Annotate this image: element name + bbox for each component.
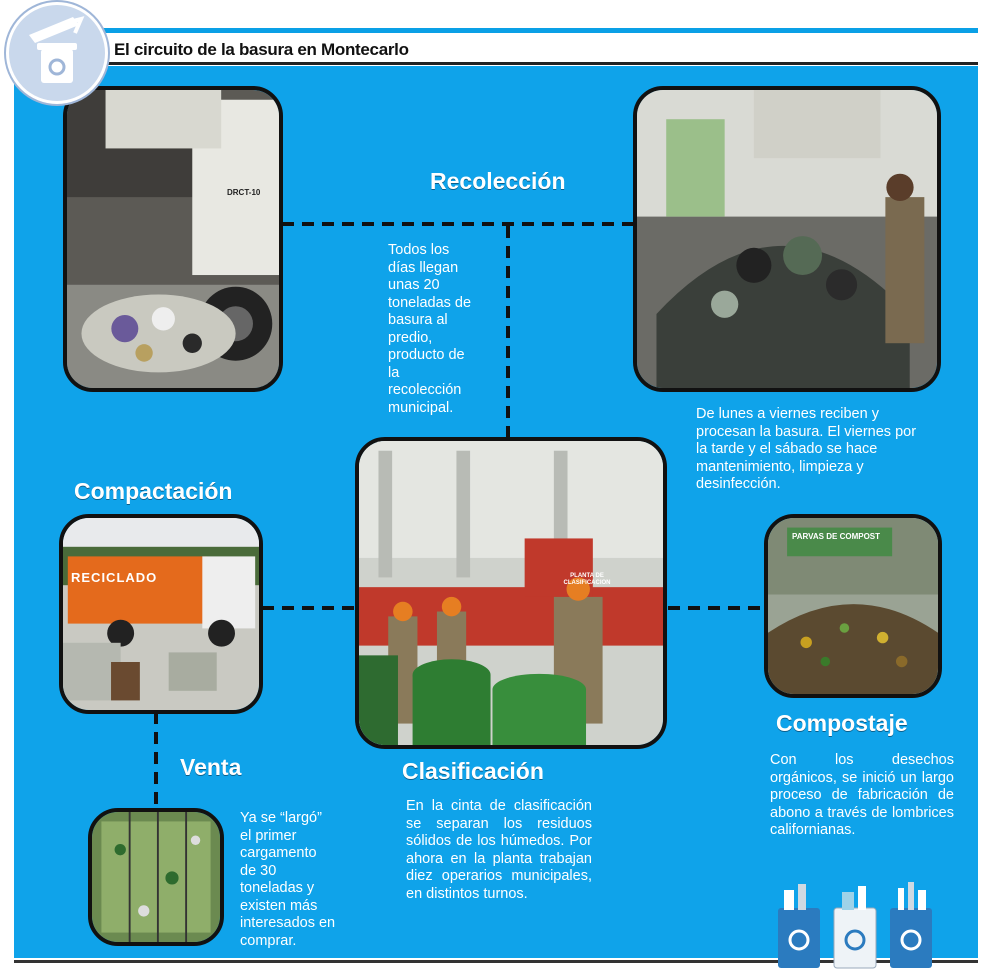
- compactor-truck-label: RECICLADO: [71, 570, 158, 585]
- heading-clasificacion: Clasificación: [402, 758, 544, 784]
- heading-compactacion: Compactación: [74, 478, 233, 504]
- text-clasificacion: En la cinta de clasificación se separan los residuos sólidos de los húmedos. Por ahora en la planta trabajan diez operarios municipales, en distintos turnos.: [406, 798, 592, 902]
- text-recoleccion-schedule: De lunes a viernes reciben y procesan la basura. El viernes por la tarde y el sábado se hace mantenimiento, limpieza y desinfección.: [696, 406, 917, 492]
- photo-truck-dumping: [63, 86, 283, 392]
- recycling-bins-icon: [770, 880, 940, 970]
- heading-compostaje: Compostaje: [776, 710, 908, 736]
- text-compostaje: Con los desechos orgánicos, se inició un largo proceso de fabricación de abono a través de lombrices californianas.: [770, 752, 954, 838]
- text-recoleccion: Todos los días llegan unas 20 toneladas de basura al predio, producto de la recolección municipal.: [388, 242, 472, 416]
- heading-recoleccion: Recolección: [430, 168, 566, 194]
- photo-classification-belt: [355, 437, 667, 749]
- page-title: El circuito de la basura en Montecarlo: [114, 40, 409, 59]
- photo-garbage-pile: [633, 86, 941, 392]
- text-venta: Ya se “largó” el primer cargamento de 30 toneladas y existen más interesados en comprar.: [240, 810, 336, 949]
- recycle-bin-icon: [6, 2, 108, 104]
- compost-sign: PARVAS DE COMPOST: [792, 532, 881, 541]
- vest-label: PLANTA DE CLASIFICACION: [563, 573, 611, 586]
- photo-compactor-truck: [59, 514, 263, 714]
- heading-venta: Venta: [180, 754, 242, 780]
- truck-plate-label: DRCT-10: [227, 188, 261, 197]
- photo-bales: [88, 808, 224, 946]
- photo-compost-piles: [764, 514, 942, 698]
